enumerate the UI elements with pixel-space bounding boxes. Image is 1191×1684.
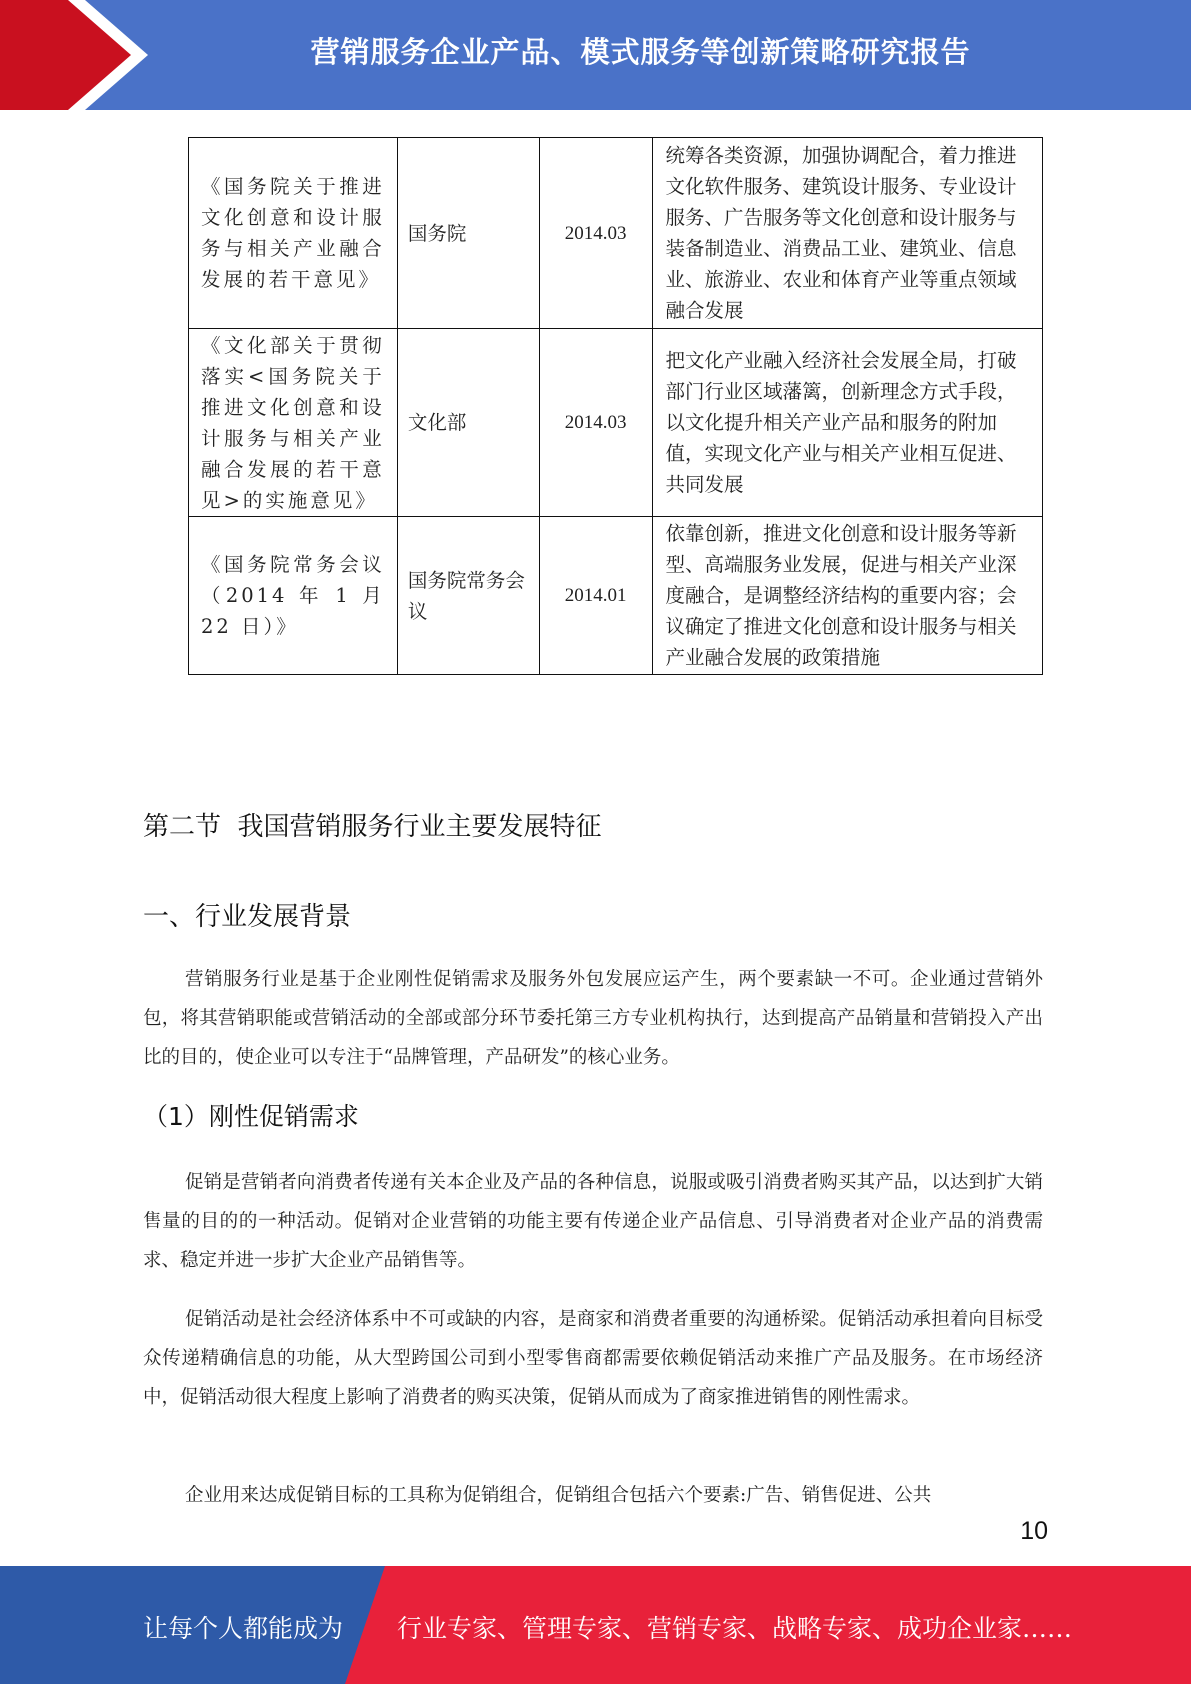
policy-issuer-cell: 文化部	[397, 329, 539, 517]
body-paragraph: 企业用来达成促销目标的工具称为促销组合，促销组合包括六个要素:广告、销售促进、公共	[185, 1485, 932, 1506]
policy-date-cell: 2014.03	[539, 138, 652, 329]
policy-content-cell: 依靠创新，推进文化创意和设计服务等新型、高端服务业发展，促进与相关产业深度融合，是调整经济结构的重要内容；会议确定了推进文化创意和设计服务与相关产业融合发展的政策措施	[652, 517, 1042, 675]
policy-table	[188, 137, 1043, 675]
policy-content-cell: 统筹各类资源，加强协调配合，着力推进文化软件服务、建筑设计服务、专业设计服务、广告服务等文化创意和设计服务与装备制造业、消费品工业、建筑业、信息业、旅游业、农业和体育产业等重点领域融合发展	[652, 138, 1042, 329]
body-paragraph: 促销是营销者向消费者传递有关本企业及产品的各种信息，说服或吸引消费者购买其产品，以达到扩大销售量的目的的一种活动。促销对企业营销的功能主要有传递企业产品信息、引导消费者对企业产品的消费需求、稳定并进一步扩大企业产品销售等。	[143, 1172, 1043, 1271]
footer-slogan-right: 行业专家、管理专家、营销专家、战略专家、成功企业家……	[397, 1614, 1073, 1643]
policy-name-cell: 《文化部关于贯彻落实<国务院关于推进文化创意和设计服务与相关产业融合发展的若干意见>的实施意见》	[189, 329, 398, 517]
report-title: 营销服务企业产品、模式服务等创新策略研究报告	[310, 35, 971, 69]
page-number: 10	[1020, 1517, 1048, 1545]
section-heading: 第二节 我国营销服务行业主要发展特征	[143, 812, 602, 842]
policy-name-cell: 《国务院常务会议（2014 年 1 月 22 日）》	[189, 517, 398, 675]
body-paragraph: 营销服务行业是基于企业刚性促销需求及服务外包发展应运产生，两个要素缺一不可。企业通过营销外包，将其营销职能或营销活动的全部或部分环节委托第三方专业机构执行，达到提高产品销量和营销投入产出比的目的，使企业可以专注于“品牌管理，产品研发”的核心业务。	[143, 969, 1043, 1068]
footer-slogan-left: 让每个人都能成为	[143, 1614, 344, 1643]
body-paragraph: 促销活动是社会经济体系中不可或缺的内容，是商家和消费者重要的沟通桥梁。促销活动承担着向目标受众传递精确信息的功能，从大型跨国公司到小型零售商都需要依赖促销活动来推广产品及服务。在市场经济中，促销活动很大程度上影响了消费者的购买决策，促销从而成为了商家推进销售的刚性需求。	[143, 1309, 1043, 1408]
policy-issuer-cell: 国务院	[397, 138, 539, 329]
policy-date-cell: 2014.01	[539, 517, 652, 675]
table-row	[189, 329, 1043, 517]
page-header	[0, 0, 1191, 110]
table-row	[189, 138, 1043, 329]
subsubsection-heading: （1）刚性促销需求	[143, 1102, 359, 1131]
policy-name-cell: 《国务院关于推进文化创意和设计服务与相关产业融合发展的若干意见》	[189, 138, 398, 329]
page-footer	[0, 1566, 1191, 1684]
policy-date-cell: 2014.03	[539, 329, 652, 517]
table-row	[189, 517, 1043, 675]
policy-content-cell: 把文化产业融入经济社会发展全局，打破部门行业区域藩篱，创新理念方式手段，以文化提升相关产业产品和服务的附加值，实现文化产业与相关产业相互促进、共同发展	[652, 329, 1042, 517]
subsection-heading: 一、行业发展背景	[143, 902, 352, 932]
policy-issuer-cell: 国务院常务会议	[397, 517, 539, 675]
